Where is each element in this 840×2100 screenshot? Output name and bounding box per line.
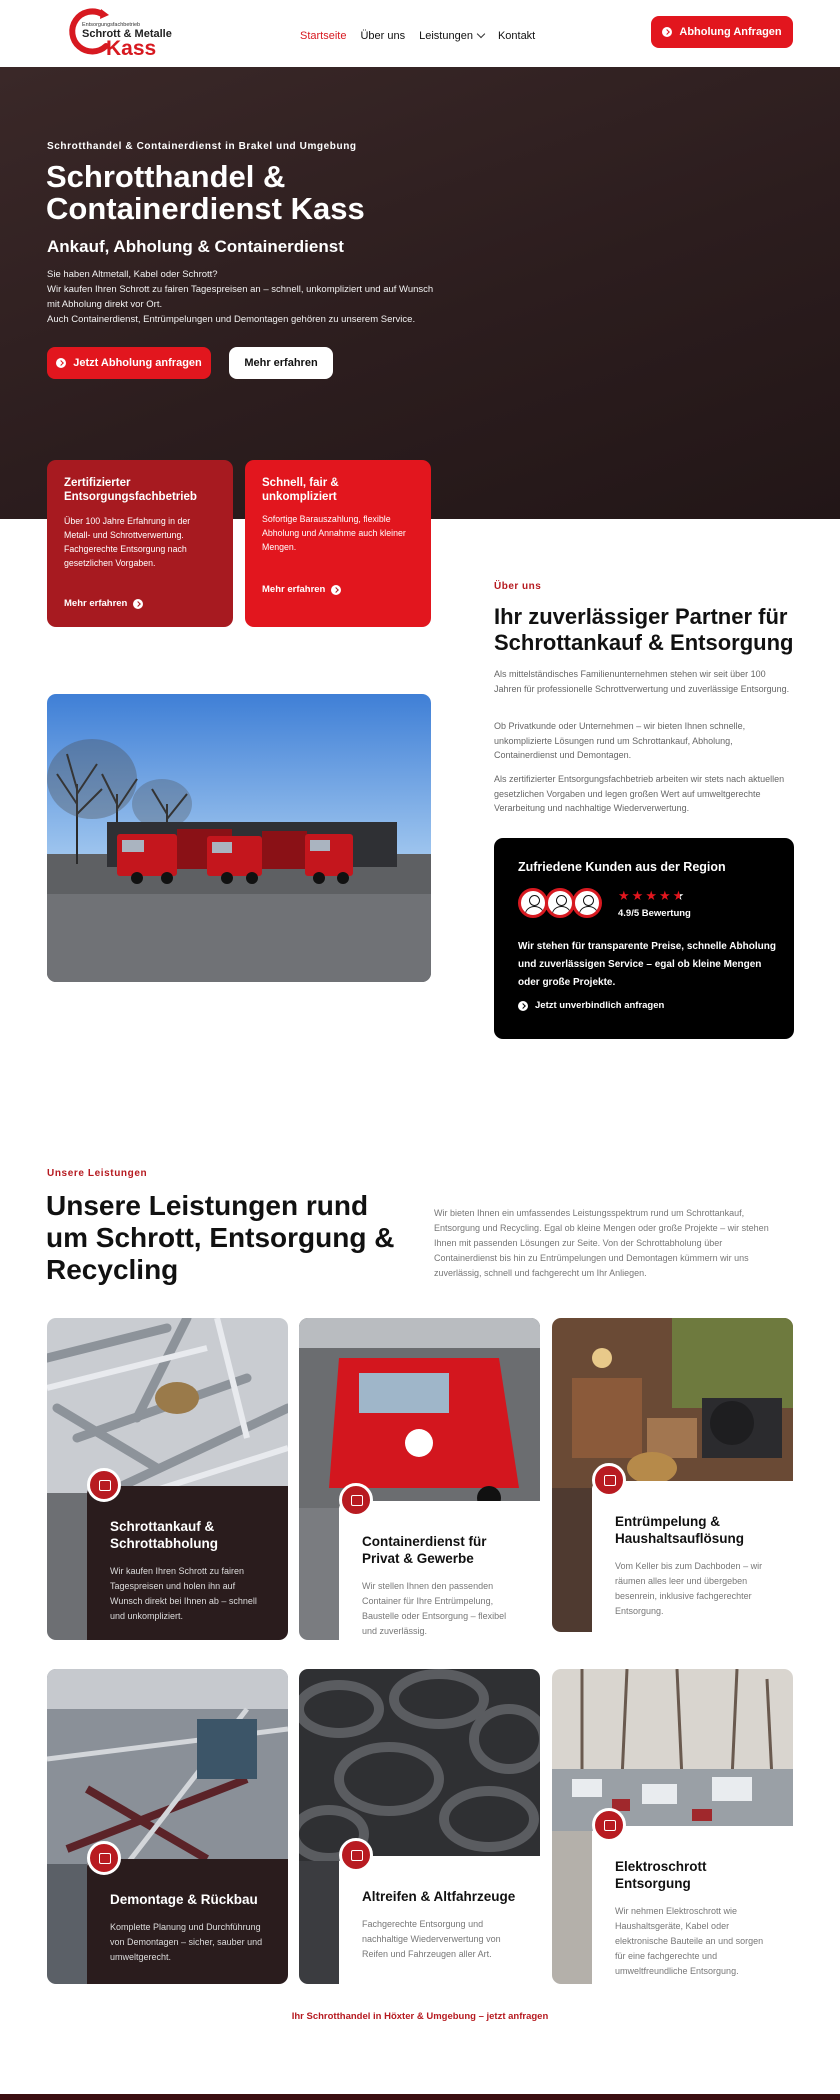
service-image <box>47 1318 288 1493</box>
chevron-down-icon <box>477 30 485 38</box>
star-icon: ★ <box>645 888 657 903</box>
hero-secondary-label: Mehr erfahren <box>244 357 318 369</box>
service-image <box>552 1318 793 1488</box>
review-cta-label: Jetzt unverbindlich anfragen <box>535 1000 665 1011</box>
about-eyebrow: Über uns <box>494 581 542 592</box>
hero-subtitle: Ankauf, Abholung & Containerdienst <box>47 237 344 256</box>
nav-ueber-uns[interactable]: Über uns <box>360 30 406 42</box>
service-image <box>552 1669 793 1831</box>
hero-intro-line: Wir kaufen Ihren Schrott zu fairen Tagespreisen an – schnell, unkompliziert und auf Wunsch mit Abholung direkt vor Ort. <box>47 284 434 310</box>
review-cta-link[interactable] <box>518 1000 664 1011</box>
arrow-right-icon <box>133 599 143 609</box>
review-text: Wir stehen für transparente Preise, schnelle Abholung und zuverlässigen Service – egal ob kleine Mengen oder große Projekte. <box>518 941 776 988</box>
header-cta-button[interactable] <box>651 16 793 48</box>
feature-more-link[interactable] <box>262 584 341 595</box>
hero-eyebrow: Schrotthandel & Containerdienst in Brakel und Umgebung <box>47 141 357 152</box>
hero-intro <box>47 267 447 327</box>
feature-card-fast <box>245 460 431 627</box>
image-strip <box>299 1861 339 1984</box>
service-title: Entrümpelung & Haushaltsauflösung <box>615 1514 745 1546</box>
service-card-scrap[interactable] <box>47 1318 288 1640</box>
about-title: Ihr zuverlässiger Partner für Schrottankauf & Entsorgung <box>494 604 794 655</box>
service-panel <box>592 1481 793 1632</box>
footer-bar <box>0 2094 840 2100</box>
star-icon: ★ <box>658 888 671 903</box>
service-card-demolition[interactable] <box>47 1669 288 1984</box>
feature-title: Schnell, fair & unkompliziert <box>262 477 339 503</box>
about-paragraph: Als mittelständisches Familienunternehmen stehen wir seit über 100 Jahren für professionelle Schrottverwertung und zuverlässige Entsorgung. <box>494 669 790 694</box>
feature-card-certified <box>47 460 233 627</box>
tire-icon <box>339 1838 373 1872</box>
service-panel <box>592 1826 793 1984</box>
services-title: Unsere Leistungen rund um Schrott, Entsorgung & Recycling <box>46 1190 395 1285</box>
service-card-clearance[interactable] <box>552 1318 793 1632</box>
review-box <box>494 838 794 1039</box>
nav-leistungen-label: Leistungen <box>419 30 473 42</box>
service-title: Schrottankauf & Schrottabholung <box>110 1519 218 1551</box>
service-text: Wir kaufen Ihren Schrott zu fairen Tagespreisen und holen ihn auf Wunsch direkt bei Ihnen ab – schnell und unkompliziert. <box>110 1566 257 1621</box>
service-card-container[interactable] <box>299 1318 540 1640</box>
service-panel <box>87 1486 288 1640</box>
rating-text: 4.9/5 Bewertung <box>618 908 691 919</box>
star-rating <box>618 889 684 902</box>
box-icon <box>592 1463 626 1497</box>
services-footer-link[interactable]: Ihr Schrotthandel in Höxter & Umgebung – jetzt anfragen <box>291 2011 549 2022</box>
trucks-photo <box>47 694 431 982</box>
feature-text: Sofortige Barauszahlung, flexible Abholung und Annahme auch kleiner Mengen. <box>262 514 406 552</box>
service-panel <box>87 1859 288 1984</box>
service-title: Altreifen & Altfahrzeuge <box>362 1889 516 1904</box>
hero-title: Schrotthandel & Containerdienst Kass <box>46 159 365 226</box>
hero-secondary-button[interactable] <box>229 347 333 379</box>
logo[interactable] <box>68 6 178 58</box>
feature-more-label: Mehr erfahren <box>64 598 128 609</box>
image-strip <box>552 1831 592 1984</box>
hero-section <box>0 67 840 519</box>
service-card-electronics[interactable] <box>552 1669 793 1984</box>
logo-tagline: Entsorgungsfachbetrieb <box>82 22 141 28</box>
feature-more-label: Mehr erfahren <box>262 584 326 595</box>
about-paragraph: Als zertifizierter Entsorgungsfachbetrieb arbeiten wir stets nach aktuellen gesetzlichen Vorgaben und legen großen Wert auf umweltgerechte Verarbeitung und nachhaltige Wiederverwertung. <box>494 774 785 813</box>
arrow-right-icon <box>331 585 341 595</box>
services-eyebrow: Unsere Leistungen <box>47 1168 148 1179</box>
main-nav <box>300 30 549 42</box>
service-text: Wir nehmen Elektroschrott wie Haushaltsgeräte, Kabel oder elektronische Bauteile an und sorgen für eine fachgerechte und umweltfreundliche Entsorgung. <box>615 1906 764 1976</box>
nav-kontakt[interactable]: Kontakt <box>497 30 536 42</box>
site-header <box>0 0 840 67</box>
scrap-icon <box>87 1468 121 1502</box>
image-strip <box>47 1493 87 1640</box>
service-panel <box>339 1856 540 1984</box>
service-card-tires[interactable] <box>299 1669 540 1984</box>
service-image <box>299 1669 540 1861</box>
service-text: Komplette Planung und Durchführung von Demontagen – sicher, sauber und umweltgerecht. <box>110 1922 263 1962</box>
avatar-user-icon <box>518 888 548 918</box>
feature-title: Zertifizierter Entsorgungsfachbetrieb <box>64 477 197 503</box>
nav-leistungen[interactable] <box>419 30 484 42</box>
avatar-user-icon <box>545 888 575 918</box>
service-title: Containerdienst für Privat & Gewerbe <box>362 1534 487 1566</box>
star-icon: ★ <box>618 888 630 903</box>
hero-primary-button[interactable] <box>47 347 211 379</box>
star-icon: ★ <box>631 888 644 903</box>
services-intro: Wir bieten Ihnen ein umfassendes Leistungsspektrum rund um Schrottankauf, Entsorgung und Recycling. Egal ob kleine Mengen oder große Projekte – wir stehen Ihnen mit passenden Lösungen zur Seite. Von der Schrottabholung über Containerdienst bis hin zu Entrümpelungen und Demontagen kümmern wir uns zuverlässig, schnell und fachgerecht um Ihr Anliegen. <box>434 1208 769 1278</box>
battery-icon <box>592 1808 626 1842</box>
service-title: Elektroschrott Entsorgung <box>615 1859 707 1891</box>
arrow-right-icon <box>56 358 66 368</box>
review-title: Zufriedene Kunden aus der Region <box>518 860 726 874</box>
container-icon <box>339 1483 373 1517</box>
nav-startseite[interactable]: Startseite <box>300 30 347 42</box>
avatar-group <box>518 888 599 918</box>
crane-icon <box>87 1841 121 1875</box>
service-title: Demontage & Rückbau <box>110 1892 258 1907</box>
about-paragraph: Ob Privatkunde oder Unternehmen – wir bieten Ihnen schnelle, unkomplizierte Lösungen rund um Schrottankauf, Abholung, Containerdienst und Demontagen. <box>494 721 746 760</box>
feature-more-link[interactable] <box>64 598 143 609</box>
header-cta-label: Abholung Anfragen <box>679 26 782 38</box>
hero-intro-line: Auch Containerdienst, Entrümpelungen und Demontagen gehören zu unserem Service. <box>47 314 416 325</box>
star-half-icon: ★ <box>672 888 685 903</box>
avatar-user-icon <box>572 888 602 918</box>
logo-line2: Kass <box>106 37 157 60</box>
service-image <box>299 1318 540 1508</box>
hero-intro-line: Sie haben Altmetall, Kabel oder Schrott? <box>47 269 218 280</box>
image-strip <box>299 1508 339 1640</box>
arrow-right-icon <box>662 27 672 37</box>
service-text: Wir stellen Ihnen den passenden Container für Ihre Entrümpelung, Baustelle oder Entsorgung – flexibel und zuverlässig. <box>362 1581 507 1636</box>
feature-text: Über 100 Jahre Erfahrung in der Metall- und Schrottverwertung. Fachgerechte Entsorgung nach gesetzlichen Vorgaben. <box>64 516 191 568</box>
hero-primary-label: Jetzt Abholung anfragen <box>73 357 202 369</box>
arrow-right-icon <box>518 1001 528 1011</box>
service-image <box>47 1669 288 1864</box>
image-strip <box>47 1864 87 1984</box>
service-panel <box>339 1501 540 1640</box>
service-text: Fachgerechte Entsorgung und nachhaltige Wiederverwertung von Reifen und Fahrzeugen aller Art. <box>362 1919 501 1959</box>
service-text: Vom Keller bis zum Dachboden – wir räumen alles leer und übergeben besenrein, inklusive fachgerechter Entsorgung. <box>615 1561 763 1616</box>
image-strip <box>552 1488 592 1632</box>
logo-line1: Schrott & Metalle <box>82 28 172 40</box>
